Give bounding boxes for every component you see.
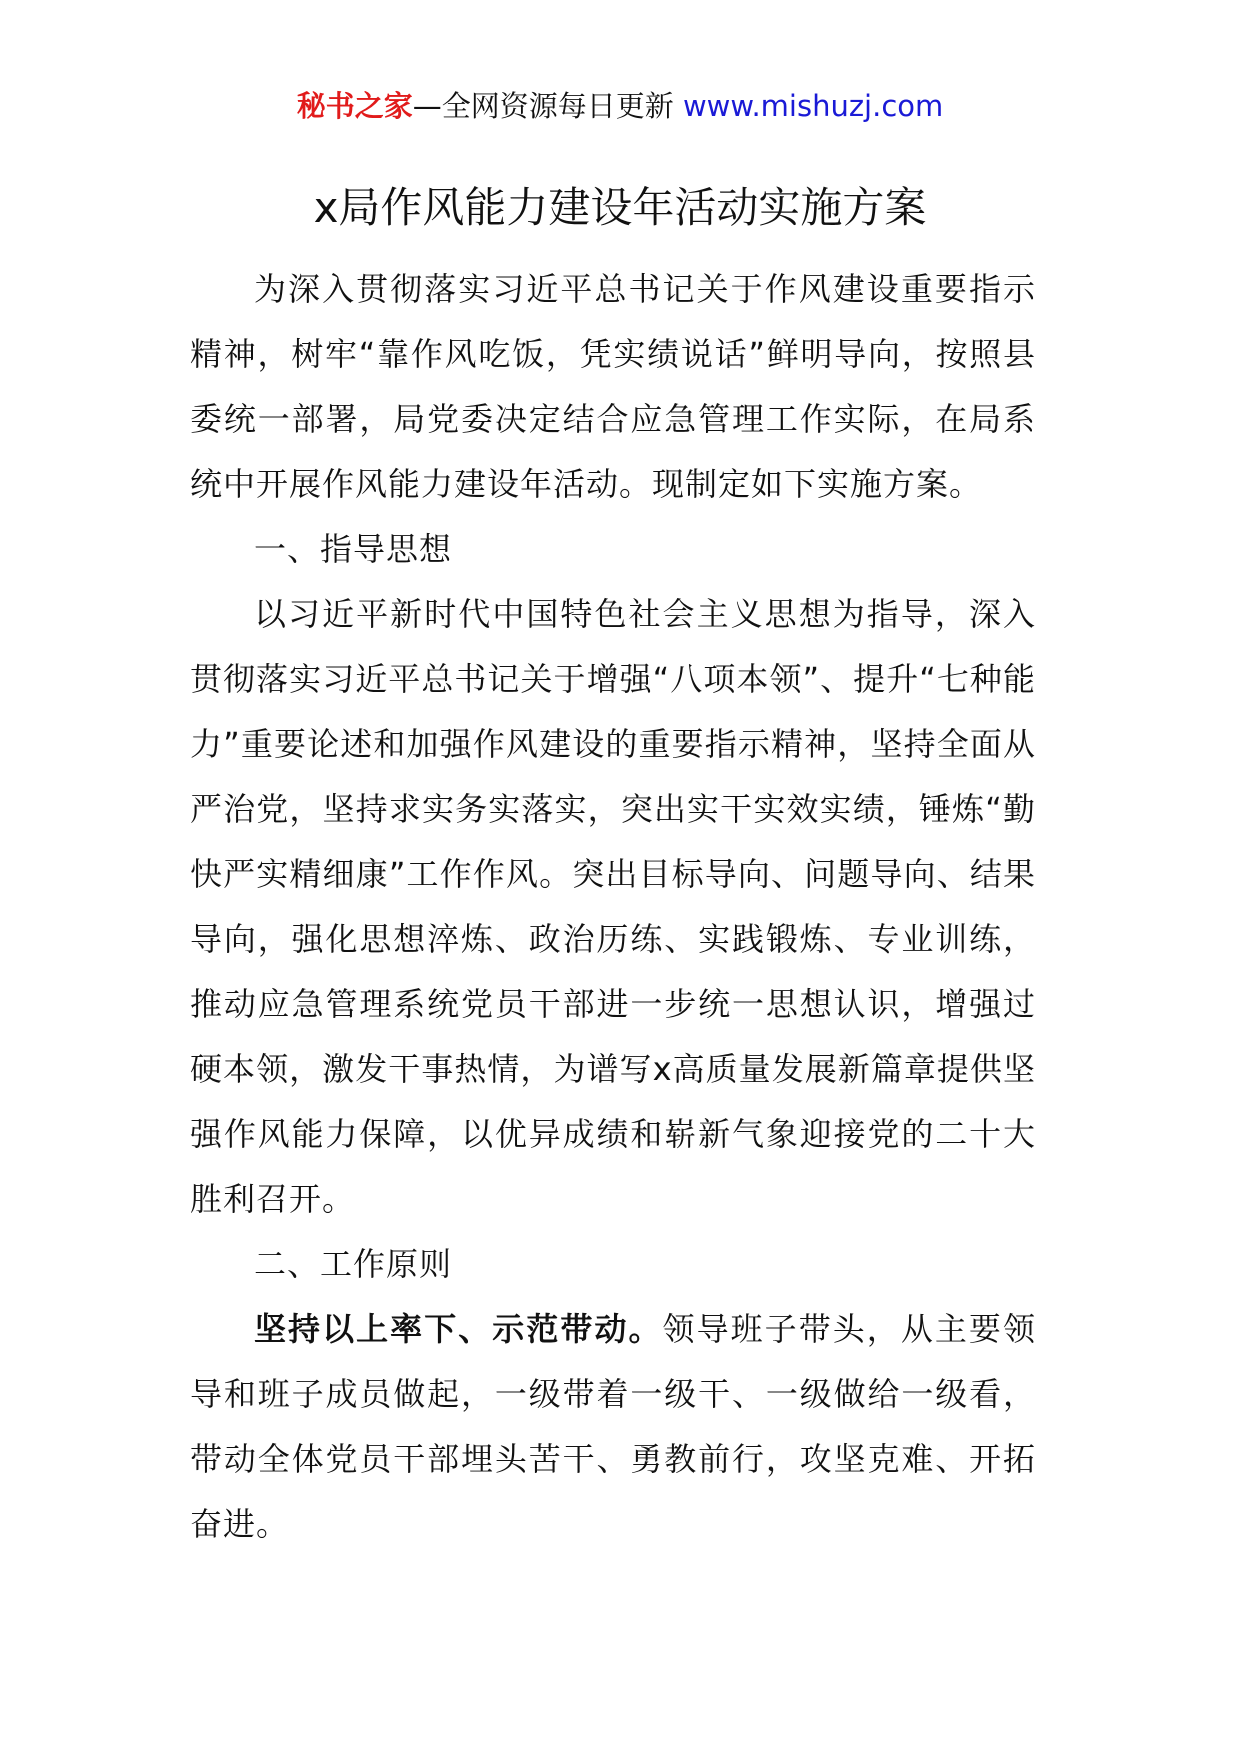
- principle-paragraph: [190, 1297, 1036, 1557]
- header-tagline: —全网资源每日更新: [412, 89, 674, 123]
- intro-paragraph: 为深入贯彻落实习近平总书记关于作风建设重要指示精神，树牢“靠作风吃饭，凭实绩说话”鲜明导向，按照县委统一部署，局党委决定结合应急管理工作实际，在局系统中开展作风能力建设年活动。现制定如下实施方案。: [190, 270, 1036, 503]
- principle-body: 领导班子带头，从主要领导和班子成员做起，一级带着一级干、一级做给一级看，带动全体党员干部埋头苦干、勇教前行，攻坚克难、开拓奋进。: [190, 1310, 1036, 1543]
- document-body: [190, 257, 1036, 1557]
- guiding-ideology-paragraph: 以习近平新时代中国特色社会主义思想为指导，深入贯彻落实习近平总书记关于增强“八项本领”、提升“七种能力”重要论述和加强作风建设的重要指示精神，坚持全面从严治党，坚持求实务实落实，突出实干实效实绩，锤炼“勤快严实精细康”工作作风。突出目标导向、问题导向、结果导向，强化思想淬炼、政治历练、实践锻炼、专业训练，推动应急管理系统党员干部进一步统一思想认识，增强过硬本领，激发干事热情，为谱写x高质量发展新篇章提供坚强作风能力保障，以优异成绩和崭新气象迎接党的二十大胜利召开。: [190, 595, 1036, 1218]
- section-heading-guiding-ideology: 一、指导思想: [254, 530, 453, 568]
- site-url-link[interactable]: www.mishuzj.com: [682, 89, 944, 123]
- section-heading-work-principles: 二、工作原则: [254, 1245, 453, 1283]
- principle-lead: 坚持以上率下、示范带动。: [254, 1310, 663, 1348]
- site-header: [0, 86, 1240, 126]
- document-title: x局作风能力建设年活动实施方案: [313, 183, 927, 232]
- brand-name: 秘书之家: [296, 89, 413, 123]
